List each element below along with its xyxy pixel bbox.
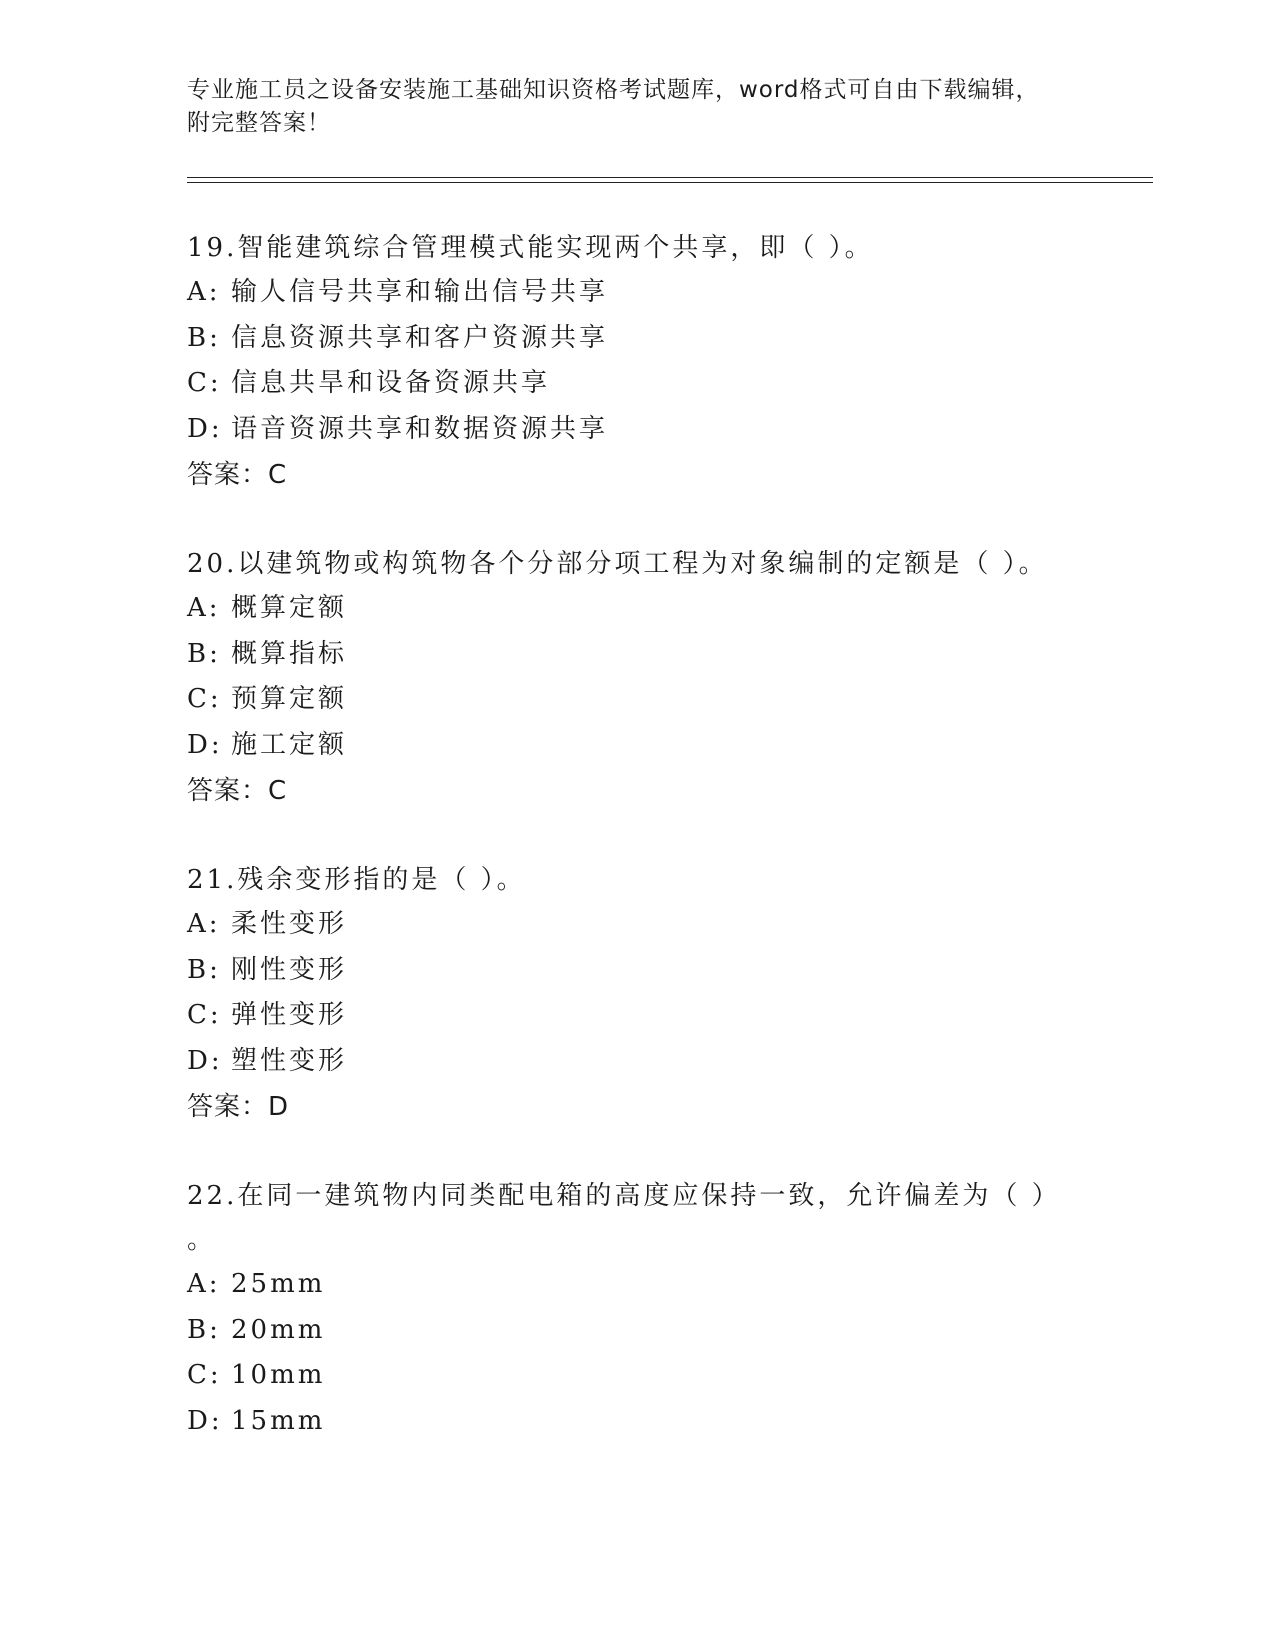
- option-text: 15mm: [231, 1405, 326, 1436]
- option-text: 弹性变形: [231, 1000, 348, 1030]
- option-text: 概算定额: [231, 593, 348, 623]
- question-stem: 19.智能建筑综合管理模式能实现两个共享，即（ ）。: [187, 233, 874, 263]
- answer-label: 答案：C: [187, 776, 288, 806]
- option-a: [187, 1262, 1087, 1308]
- option-letter: C:: [187, 1360, 222, 1390]
- header-line-2: 附完整答案！: [187, 110, 331, 136]
- option-c: [187, 677, 1087, 723]
- option-letter: D:: [187, 413, 223, 444]
- header-divider-top: [187, 177, 1153, 178]
- option-text: 信息资源共享和客户资源共享: [231, 322, 609, 353]
- option-letter: A:: [187, 277, 221, 307]
- option-text: 输人信号共享和输出信号共享: [231, 277, 609, 307]
- question-21: [187, 858, 1087, 1130]
- option-a: [187, 586, 1087, 632]
- option-text: 刚性变形: [231, 954, 348, 985]
- option-letter: B:: [187, 322, 221, 353]
- option-letter: B:: [187, 954, 221, 985]
- option-text: 语音资源共享和数据资源共享: [231, 413, 609, 444]
- option-letter: A:: [187, 593, 221, 623]
- document-header: [187, 74, 1067, 140]
- option-letter: B:: [187, 1314, 221, 1345]
- header-line-1: 专业施工员之设备安装施工基础知识资格考试题库，word格式可自由下载编辑，: [187, 77, 1040, 103]
- option-letter: B:: [187, 638, 221, 669]
- answer-label: 答案：D: [187, 1092, 290, 1122]
- header-divider-bottom: [187, 182, 1153, 183]
- option-b: [187, 1308, 1087, 1354]
- option-d: [187, 407, 1087, 453]
- question-22: [187, 1174, 1087, 1444]
- question-19: [187, 226, 1087, 498]
- option-text: 10mm: [231, 1360, 326, 1390]
- question-20: [187, 542, 1087, 814]
- option-text: 塑性变形: [231, 1045, 348, 1076]
- option-b: [187, 316, 1087, 362]
- option-d: [187, 1399, 1087, 1445]
- option-text: 预算定额: [231, 684, 348, 714]
- option-b: [187, 632, 1087, 678]
- option-text: 20mm: [231, 1314, 326, 1345]
- option-a: [187, 270, 1087, 316]
- option-c: [187, 361, 1087, 407]
- option-letter: A:: [187, 909, 221, 939]
- option-text: 概算指标: [231, 638, 348, 669]
- option-letter: C:: [187, 1000, 222, 1030]
- option-text: 信息共旱和设备资源共享: [231, 368, 551, 398]
- option-d: [187, 723, 1087, 769]
- option-text: 柔性变形: [231, 909, 348, 939]
- option-text: 25mm: [231, 1269, 326, 1299]
- option-a: [187, 902, 1087, 948]
- answer-label: 答案：C: [187, 460, 288, 490]
- option-text: 施工定额: [231, 729, 348, 760]
- option-b: [187, 948, 1087, 994]
- question-stem: 22.在同一建筑物内同类配电箱的高度应保持一致，允许偏差为（ ）: [187, 1181, 1061, 1211]
- option-letter: C:: [187, 368, 222, 398]
- question-stem: 21.残余变形指的是（ ）。: [187, 865, 526, 895]
- option-c: [187, 1353, 1087, 1399]
- option-letter: D:: [187, 1405, 223, 1436]
- question-stem: 20.以建筑物或构筑物各个分部分项工程为对象编制的定额是（ ）。: [187, 549, 1048, 579]
- option-letter: C:: [187, 684, 222, 714]
- option-d: [187, 1039, 1087, 1085]
- question-stem-continuation: 。: [187, 1225, 217, 1255]
- option-letter: D:: [187, 729, 223, 760]
- option-letter: D:: [187, 1045, 223, 1076]
- option-letter: A:: [187, 1269, 221, 1299]
- option-c: [187, 993, 1087, 1039]
